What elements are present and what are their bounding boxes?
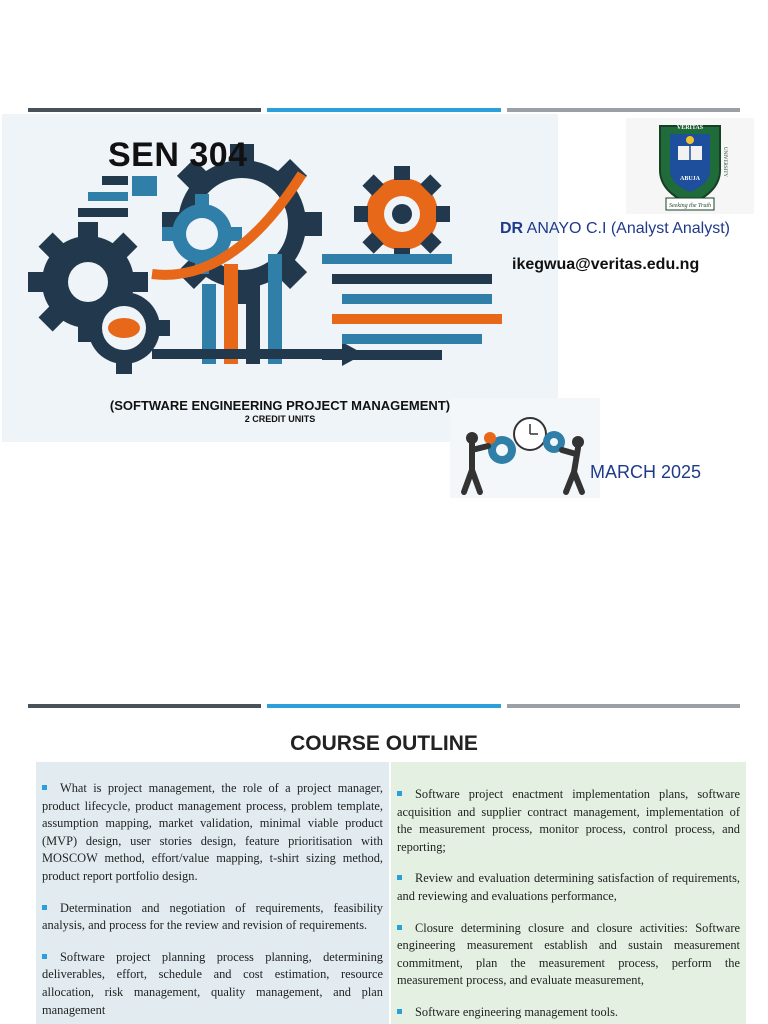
outline-item <box>397 870 740 905</box>
divider-bar-grey <box>507 108 740 112</box>
square-bullet-icon <box>397 925 402 930</box>
author-name-text: ANAYO C.I (Analyst Analyst) <box>523 220 730 237</box>
logo-bottom-text: ABUJA <box>679 176 701 182</box>
outline-right-column <box>391 762 746 1024</box>
square-bullet-icon <box>42 905 47 910</box>
square-bullet-icon <box>397 1009 402 1014</box>
divider-bar-blue <box>267 108 501 112</box>
gears-chart-icon <box>2 114 558 394</box>
university-crest-icon <box>626 118 754 214</box>
outline-left-column <box>36 762 389 1024</box>
team-illustration <box>450 398 600 498</box>
outline-item <box>42 949 383 1019</box>
square-bullet-icon <box>42 785 47 790</box>
outline-item-text: Closure determining closure and closure activities: Software engineering measurement establish and sustain measurement commitment, plan the measurement process, perform the measurement process, and evaluate measurement, <box>397 920 740 988</box>
divider-bar-grey-2 <box>507 704 740 708</box>
outline-item <box>42 900 383 935</box>
credit-units-label: 2 CREDIT UNITS <box>244 414 316 424</box>
outline-item-text: Review and evaluation determining satisfaction of requirements, and reviewing and evaluations performance, <box>397 871 740 903</box>
square-bullet-icon <box>397 791 402 796</box>
logo-right-text: UNIVERSITY <box>722 147 727 177</box>
course-name-subtitle: (SOFTWARE ENGINEERING PROJECT MANAGEMENT) <box>109 398 451 413</box>
university-logo <box>626 118 754 214</box>
people-gears-clock-icon <box>450 398 600 498</box>
logo-top-text: VERITAS <box>676 125 704 131</box>
logo-motto: Seeking the Truth <box>669 203 711 209</box>
outline-item <box>397 920 740 990</box>
outline-item <box>397 786 740 856</box>
outline-item-text: Software project enactment implementation plans, software acquisition and supplier contract management, implementation of the measurement process, monitor process, control process, and reporting; <box>397 787 740 854</box>
square-bullet-icon <box>397 875 402 880</box>
hero-panel <box>2 114 558 442</box>
course-outline-title: COURSE OUTLINE <box>290 732 478 755</box>
divider-bar-blue-2 <box>267 704 501 708</box>
outline-item <box>397 1004 740 1022</box>
divider-bar-dark <box>28 108 261 112</box>
author-name <box>500 220 730 238</box>
author-prefix: DR <box>500 220 524 237</box>
divider-bar-dark-2 <box>28 704 261 708</box>
presentation-date: MARCH 2025 <box>590 462 702 482</box>
outline-item-text: Determination and negotiation of requirements, feasibility analysis, and process for the review and revision of requirements. <box>42 900 383 933</box>
outline-item <box>42 780 383 886</box>
course-code-title: SEN 304 <box>108 136 248 174</box>
outline-item-text: Software engineering management tools. <box>415 1004 619 1019</box>
square-bullet-icon <box>42 954 47 959</box>
outline-item-text: What is project management, the role of a project manager, product lifecycle, product management process, problem template, assumption mapping, market validation, minimal viable product (MVP) design, user stories design, feature prioritisation with MOSCOW method, effort/value mapping, t-shirt sizing method, product report portfolio design. <box>42 781 383 883</box>
author-email: ikegwua@veritas.edu.ng <box>512 256 700 273</box>
outline-item-text: Software project planning process planning, determining deliverables, effort, schedule and cost estimation, resource allocation, risk management, quality management, and plan management <box>42 949 383 1017</box>
